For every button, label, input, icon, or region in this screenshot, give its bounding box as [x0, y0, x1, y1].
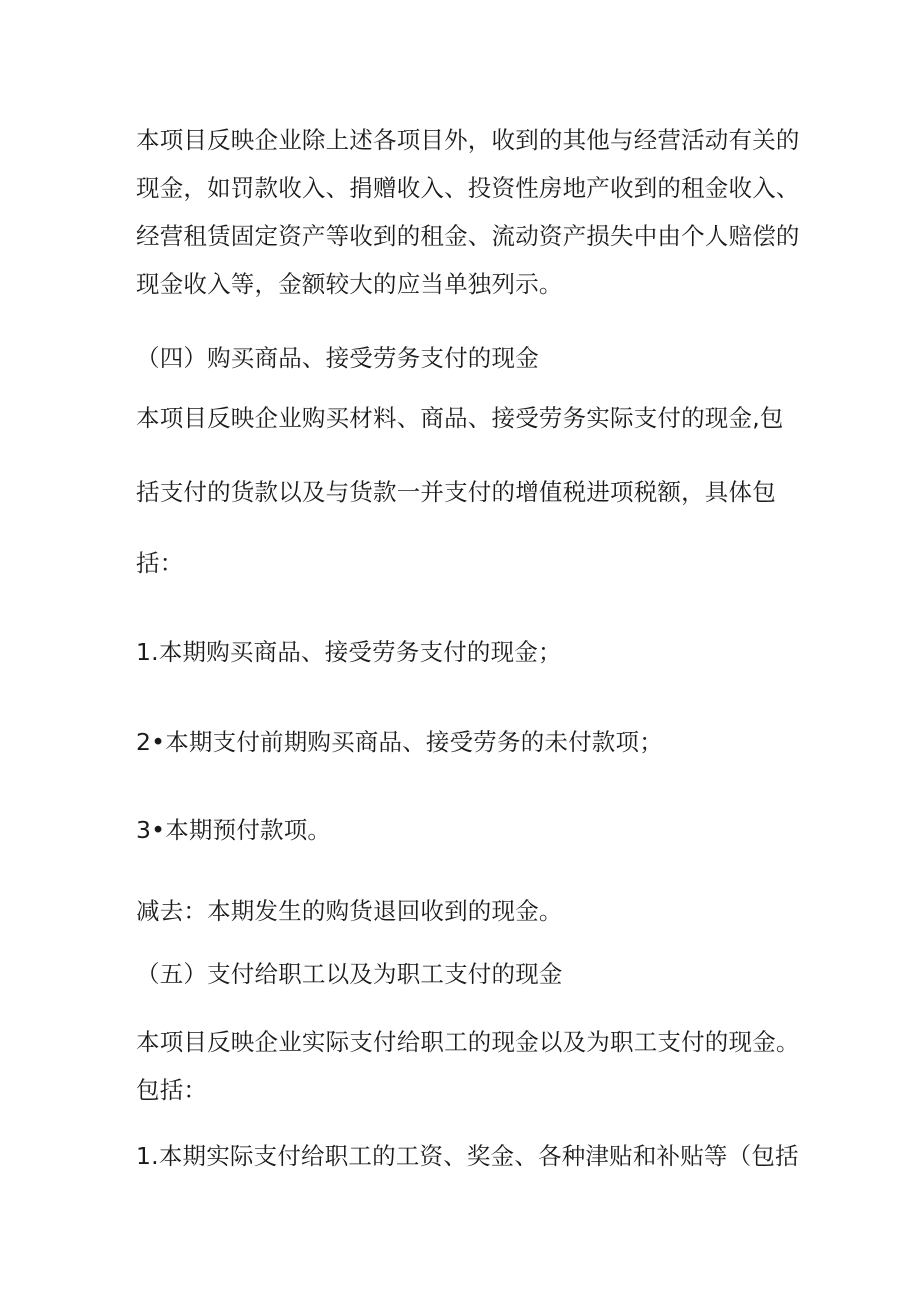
- paragraph-line: 现金，如罚款收入、捐赠收入、投资性房地产收到的租金收入、: [136, 174, 800, 202]
- list-item: 2•本期支付前期购买商品、接受劳务的未付款项；: [136, 728, 663, 756]
- paragraph-line: 本项目反映企业购买材料、商品、接受劳务实际支付的现金,包: [136, 404, 784, 432]
- paragraph-line: 经营租赁固定资产等收到的租金、流动资产损失中由个人赔偿的: [136, 222, 800, 250]
- paragraph-line: 包括：: [136, 1076, 208, 1104]
- section-heading: （五）支付给职工以及为职工支付的现金: [136, 960, 563, 988]
- paragraph-line: 本项目反映企业除上述各项目外，收到的其他与经营活动有关的: [136, 126, 800, 154]
- paragraph-line: 现金收入等，金额较大的应当单独列示。: [136, 270, 563, 298]
- paragraph-line: 减去：本期发生的购货退回收到的现金。: [136, 897, 563, 925]
- section-heading: （四）购买商品、接受劳务支付的现金: [136, 344, 539, 372]
- list-item: 1.本期实际支付给职工的工资、奖金、各种津贴和补贴等（包括: [136, 1142, 799, 1170]
- paragraph-line: 括支付的货款以及与货款一并支付的增值税进项税额，具体包: [136, 478, 776, 506]
- list-item: 3•本期预付款项。: [136, 816, 332, 844]
- list-item: 1.本期购买商品、接受劳务支付的现金；: [136, 638, 562, 666]
- paragraph-line: 括：: [136, 549, 184, 577]
- paragraph-line: 本项目反映企业实际支付给职工的现金以及为职工支付的现金。: [136, 1028, 800, 1056]
